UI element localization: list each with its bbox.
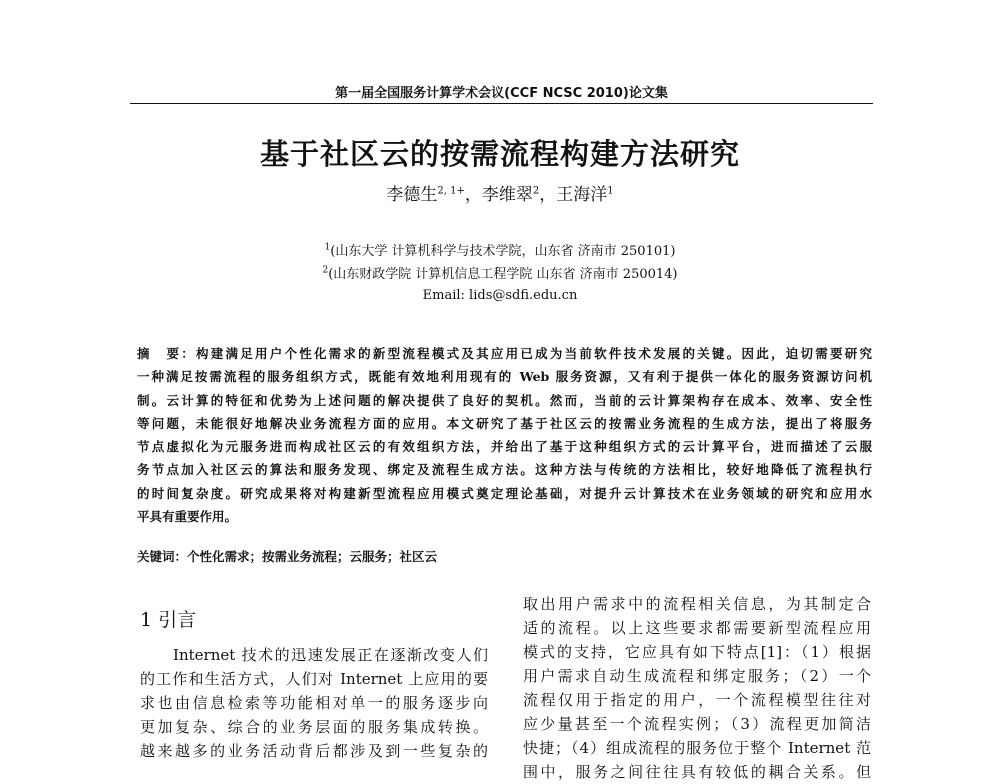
abstract-line [137, 365, 872, 388]
text-line: 的时间复杂度。研究成果将对构建新型流程应用模式奠定理论基础，对提升云计算技术在业务领域的研究和应用水 [137, 485, 872, 501]
paragraph-line [140, 739, 488, 763]
author-affiliation-mark: 1 [607, 185, 614, 197]
text-line: 越来越多的业务活动背后都涉及到一些复杂的 [140, 742, 488, 760]
text-line: 模式的支持，它应具有如下特点[1]：（1）根据 [523, 643, 871, 661]
paragraph-line [523, 616, 871, 640]
author-name: 王海洋 [556, 185, 608, 205]
keywords-label: 关键词： [137, 549, 188, 564]
text-line: 更加复杂、综合的业务层面的服务集成转换。 [140, 718, 488, 736]
author-name: 李德生 [386, 185, 438, 205]
email: Email: lids@sdfi.edu.cn [422, 288, 578, 303]
paragraph-line [140, 667, 488, 691]
keywords: 关键词：个性化需求；按需业务流程；云服务；社区云 [137, 549, 438, 564]
paragraph-line [523, 640, 871, 664]
abstract-line [137, 458, 872, 481]
text-line: 节点虚拟化为元服务进而构成社区云的有效组织方法，并给出了基于这种组织方式的云计算平台，进而描述了云服 [137, 439, 872, 455]
author-affiliation-mark: 2 [532, 185, 540, 197]
paragraph-line [523, 688, 871, 712]
text-line: 取出用户需求中的流程相关信息，为其制定合 [523, 595, 871, 613]
author-list [0, 180, 1000, 205]
paragraph-line [140, 715, 488, 739]
left-column-text [140, 643, 488, 760]
right-column-text [523, 592, 871, 781]
text-line: 构建满足用户个性化需求的新型流程模式及其应用已成为当前软件技术发展的关键。因此，迫切需要研究 [195, 346, 872, 361]
affiliation-2: $^2$(山东财政学院 计算机信息工程学院 山东省 济南市 250014) [322, 265, 678, 282]
text-line: 流程仅用于指定的用户，一个流程模型往往对 [523, 691, 871, 709]
text-line: 求也由信息检索等功能相对单一的服务逐步向 [140, 694, 488, 712]
paragraph-line [523, 712, 871, 736]
text-line: 快捷；（4）组成流程的服务位于整个 Internet 范 [523, 739, 871, 757]
text-line: 用户需求自动生成流程和绑定服务；（2）一个 [523, 667, 871, 685]
author-name: 李维翠 [481, 185, 533, 205]
paragraph-line [523, 664, 871, 688]
text-line: 的工作和生活方式，人们对 Internet 上应用的要 [140, 670, 488, 688]
paragraph-line [140, 643, 488, 667]
abstract-line [137, 389, 872, 412]
paper-title: 基于社区云的按需流程构建方法研究 [259, 137, 740, 171]
abstract-line [137, 342, 872, 365]
author-separator: ， [464, 185, 482, 205]
running-header: 第一届全国服务计算学术会议(CCF NCSC 2010)论文集 [335, 86, 668, 101]
abstract-label: 摘 要： [137, 346, 196, 361]
author-affiliation-mark: 2, 1+ [437, 185, 465, 197]
text-line: 制。云计算的特征和优势为上述问题的解决提供了良好的契机。然而，当前的云计算架构存在成本、效率、安全性 [137, 392, 872, 408]
abstract-line [137, 482, 872, 505]
text-line: 应少量甚至一个流程实例；（3）流程更加简洁 [523, 715, 871, 733]
text-line: 一种满足按需流程的服务组织方式，既能有效地利用现有的 Web 服务资源，又有利于提供一体化的服务资源访问机 [137, 369, 872, 385]
affiliation-1: $^1$(山东大学 计算机科学与技术学院，山东省 济南市 250101) [324, 242, 676, 259]
text-line: 适的流程。以上这些要求都需要新型流程应用 [523, 619, 871, 637]
text-line: Internet 技术的迅速发展正在逐渐改变人们 [140, 646, 488, 664]
abstract-line [137, 412, 872, 435]
paragraph-line [523, 736, 871, 760]
author-separator: ， [539, 185, 557, 205]
header-rule [130, 103, 873, 104]
text-line: 务节点加入社区云的算法和服务发现、绑定及流程生成方法。这种方法与传统的方法相比，较好地降低了流程执行 [137, 462, 872, 478]
abstract-line [137, 505, 872, 528]
text-line: 平具有重要作用。 [137, 509, 238, 525]
section-heading: 1 引言 [140, 609, 197, 631]
paragraph-line [523, 760, 871, 784]
text-line: 等问题，未能很好地解决业务流程方面的应用。本文研究了基于社区云的按需业务流程的生成方法，提出了将服务 [137, 415, 872, 431]
abstract-line [137, 435, 872, 458]
text-line: 围中，服务之间往往具有较低的耦合关系。但 [523, 763, 871, 781]
abstract [137, 342, 872, 528]
paragraph-line [523, 592, 871, 616]
paragraph-line [140, 691, 488, 715]
